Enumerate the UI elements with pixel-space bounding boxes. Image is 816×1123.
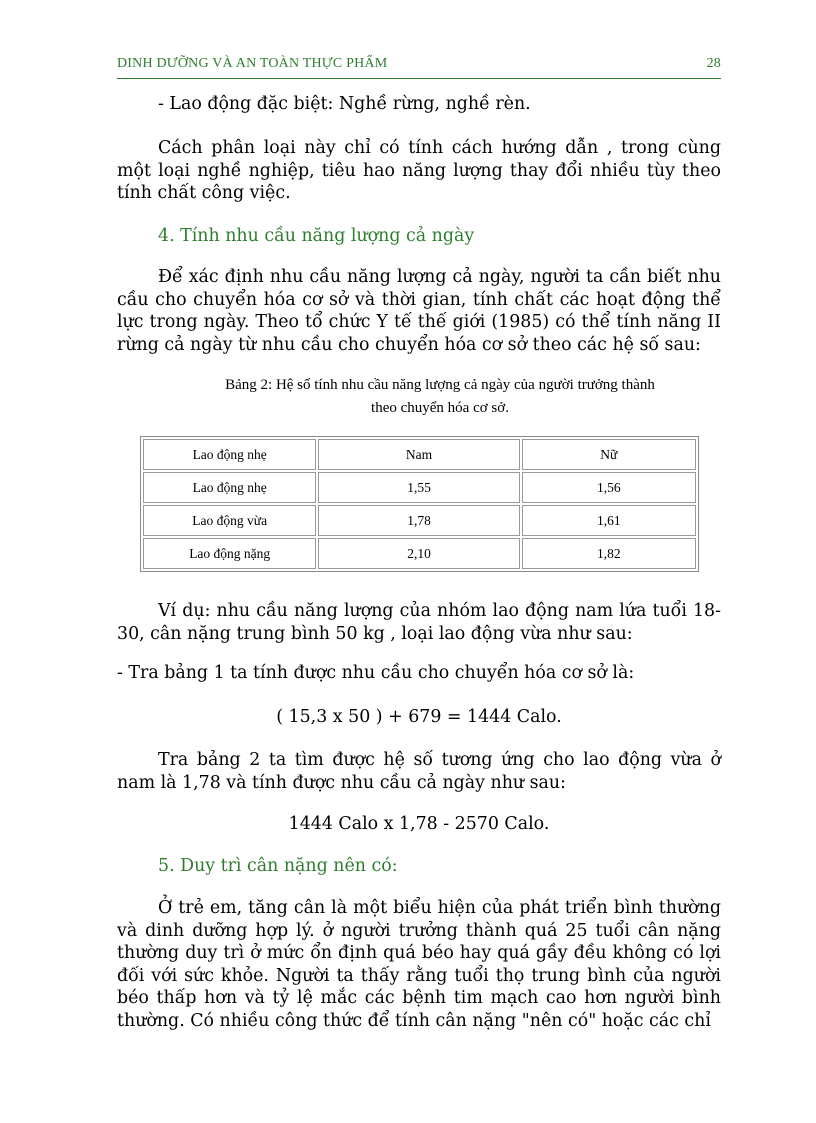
table-caption [140, 374, 740, 420]
table-cell: Lao động nhẹ [143, 472, 316, 503]
table-row [143, 472, 696, 503]
table-cell: 1,56 [522, 472, 696, 503]
paragraph-example: Ví dụ: nhu cầu năng lượng của nhóm lao động nam lứa tuổi 18-30, cân nặng trung bình 50 kg , loại lao động vừa như sau: [117, 601, 721, 644]
table-row [143, 538, 696, 569]
header-rule [117, 78, 721, 79]
table-cell: Lao động vừa [143, 505, 316, 536]
paragraph-classification-note: Cách phân loại này chỉ có tính cách hướng dẫn , trong cùng một loại nghề nghiệp, tiêu hao năng lượng thay đổi nhiều tùy theo tính chất công việc. [117, 138, 721, 204]
heading-section-4: 4. Tính nhu cầu năng lượng cả ngày [158, 226, 475, 246]
table-cell: 1,82 [522, 538, 696, 569]
table-caption-line1: Bảng 2: Hệ số tính nhu cầu năng lượng cả ngày của người trưởng thành [225, 377, 655, 393]
table-header-cell: Lao động nhẹ [143, 439, 316, 470]
page-number: 28 [706, 56, 721, 71]
table-cell: 1,78 [318, 505, 519, 536]
paragraph-weight-maintenance: Ở trẻ em, tăng cân là một biểu hiện của phát triển bình thường và dinh dưỡng hợp lý. ở người trưởng thành quá 25 tuổi cân nặng thường duy trì ở mức ổn định quá béo hay quá gầy đều không có lợi đối với sức khỏe. Người ta thấy rằng tuổi thọ trung bình của người béo thấp hơn và tỷ lệ mắc các bệnh tim mạch cao hơn người bình thường. Có nhiều công thức để tính cân nặng "nên có" hoặc các chỉ [117, 898, 721, 1031]
table-row [143, 505, 696, 536]
formula-bmr: ( 15,3 x 50 ) + 679 = 1444 Calo. [276, 707, 562, 727]
table-cell: 1,55 [318, 472, 519, 503]
table-cell: 2,10 [318, 538, 519, 569]
paragraph-energy-needs: Để xác định nhu cầu năng lượng cả ngày, người ta cần biết nhu cầu cho chuyển hóa cơ sở và thời gian, tính chất các hoạt động thể lực trong ngày. Theo tổ chức Y tế thế giới (1985) có thể tính năng II rừng cả ngày từ nhu cầu cho chuyển hóa cơ sở theo các hệ số sau: [117, 267, 721, 355]
paragraph-lookup-table1: - Tra bảng 1 ta tính được nhu cầu cho chuyển hóa cơ sở là: [117, 663, 635, 683]
table-header-row [143, 439, 696, 470]
table-header-cell: Nam [318, 439, 519, 470]
header-title: DINH DƯỠNG VÀ AN TOÀN THỰC PHẨM [117, 56, 388, 71]
heading-section-5: 5. Duy trì cân nặng nên có: [158, 856, 398, 876]
paragraph-lookup-table2: Tra bảng 2 ta tìm được hệ số tương ứng cho lao động vừa ở nam là 1,78 và tính được nhu cầu cả ngày như sau: [117, 750, 721, 793]
page-header [117, 56, 721, 72]
table-caption-line2: theo chuyển hóa cơ sở. [371, 400, 509, 416]
formula-daily-energy: 1444 Calo x 1,78 - 2570 Calo. [288, 814, 550, 834]
table-cell: 1,61 [522, 505, 696, 536]
paragraph-special-labor: - Lao động đặc biệt: Nghề rừng, nghề rèn. [158, 94, 531, 114]
coefficient-table [140, 436, 699, 572]
table-header-cell: Nữ [522, 439, 696, 470]
table-cell: Lao động nặng [143, 538, 316, 569]
